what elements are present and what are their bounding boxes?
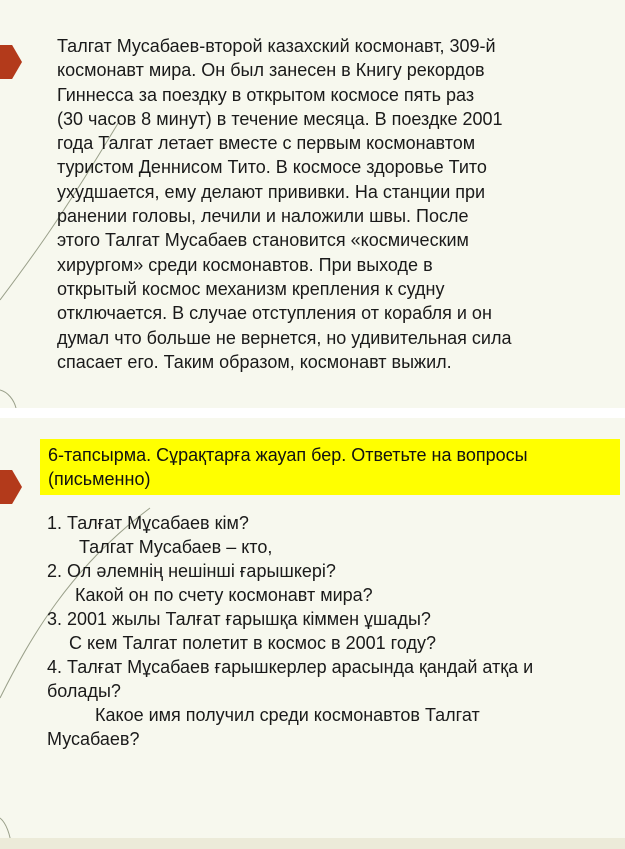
paragraph-line: космонавт мира. Он был занесен в Книгу рекордов [57,60,485,81]
paragraph-line: хирургом» среди космонавтов. При выходе в [57,254,433,275]
task-subtitle: (письменно) [48,469,151,489]
paragraph-line: открытый космос механизм крепления к судну [57,278,445,299]
paragraph-line: отключается. В случае отступления от корабля и он [57,303,492,324]
paragraph-line: этого Талгат Мусабаев становится «космическим [57,230,469,251]
task-title: 6-тапсырма. Сұрақтарға жауап бер. Ответьте на вопросы [48,445,528,465]
paragraph-line: ранении головы, лечили и наложили швы. После [57,206,469,227]
paragraph-line: туристом Деннисом Тито. В космосе здоровье Тито [57,157,487,178]
question-4: 4. Талғат Мұсабаев ғарышкерлер арасында қандай атқа и [47,657,534,677]
paragraph-line: думал что больше не вернется, но удивительная сила [57,327,512,348]
slide-top [0,0,625,408]
question-list [47,511,625,751]
paragraph-line: ухудшается, ему делают прививки. На станции при [57,181,486,202]
paragraph-line: спасает его. Таким образом, космонавт выжил. [57,351,452,372]
question-2: 2. Ол әлемнің нешінші ғарышкері? [47,561,336,581]
answer-2: Какой он по счету космонавт мира? [75,585,373,605]
slide-divider [0,408,625,418]
question-1: 1. Талғат Мұсабаев кім? [47,513,249,533]
question-3: 3. 2001 жылы Талғат ғарышқа кіммен ұшады? [47,609,431,629]
task-heading [40,439,620,495]
paragraph-line: Талгат Мусабаев-второй казахский космонавт, 309-й [57,36,496,56]
paragraph-line: Гиннесса за поездку в открытом космосе пять раз [57,84,475,105]
paragraph-line: года Талгат летает вместе с первым космонавтом [57,133,476,154]
paragraph-line: (30 часов 8 минут) в течение месяца. В поездке 2001 [57,108,503,129]
question-4-continued: болады? [47,681,121,701]
answer-3: С кем Талгат полетит в космос в 2001 году? [69,633,436,653]
story-paragraph [57,34,605,374]
answer-1: Талгат Мусабаев – кто, [79,537,273,557]
bottom-strip [0,838,625,849]
answer-4: Какое имя получил среди космонавтов Талгат [95,705,480,725]
answer-4-continued: Мусабаев? [47,729,140,749]
